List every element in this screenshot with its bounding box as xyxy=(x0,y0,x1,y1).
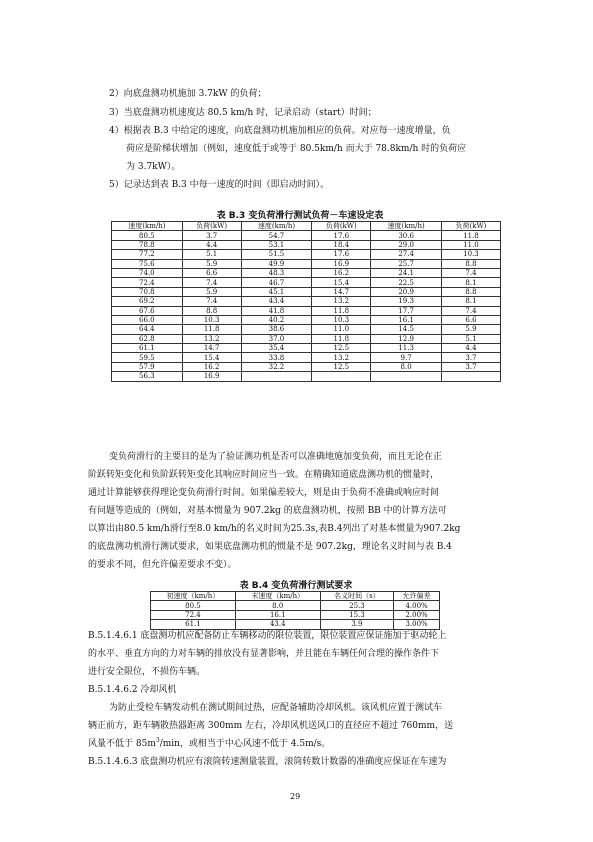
table-b3-cell: 9.7 xyxy=(371,353,442,362)
table-b3-cell: 32.2 xyxy=(241,362,312,371)
table-b3-header-cell: 速度(km/h) xyxy=(241,222,312,231)
table-b3-cell: 15.4 xyxy=(182,353,241,362)
table-b3-row xyxy=(112,287,501,296)
section-b51462-heading: B.5.1.4.6.2 冷却风机 xyxy=(88,685,177,695)
b51461-line-3: 进行安全限位，不损伤车辆。 xyxy=(88,667,206,677)
table-b3-cell: 3.7 xyxy=(441,353,500,362)
table-b3-row xyxy=(112,297,501,306)
table-b4-cell: 15.3 xyxy=(320,610,394,619)
step-4: 4）根据表 B.3 中给定的速度，向底盘测功机施加相应的负荷。对应每一速度增量，负 xyxy=(109,126,451,136)
table-b3-cell: 38.6 xyxy=(241,325,312,334)
table-b3-cell: 66.0 xyxy=(112,315,183,324)
b51461-line-2: 的水平、垂直方向的力对车辆的排放没有显著影响，并且能在车辆任何合理的操作条件下 xyxy=(88,649,440,659)
table-b3-row xyxy=(112,268,501,277)
table-b3-row xyxy=(112,353,501,362)
table-b3-cell: 69.2 xyxy=(112,297,183,306)
table-b3-cell: 18.4 xyxy=(312,240,371,249)
table-b3-cell: 10.3 xyxy=(182,315,241,324)
table-b3-cell: 16.1 xyxy=(371,315,442,324)
table-b3-row xyxy=(112,325,501,334)
table-b3-cell: 7.4 xyxy=(441,306,500,315)
table-b4-cell: 61.1 xyxy=(151,620,236,629)
table-b3-cell: 78.8 xyxy=(112,240,183,249)
b51462-line-3 xyxy=(88,738,330,750)
b51462-line-1: 为防止受检车辆发动机在测试期间过热，应配备辅助冷却风机。该风机应置于测试车 xyxy=(109,703,443,713)
table-b3-cell: 8.1 xyxy=(441,278,500,287)
table-b3-cell: 33.8 xyxy=(241,353,312,362)
table-b3-cell: 4.4 xyxy=(441,344,500,353)
table-b3-cell: 70.8 xyxy=(112,287,183,296)
table-b3-cell: 46.7 xyxy=(241,278,312,287)
table-b3-cell: 3.7 xyxy=(441,362,500,371)
b51462-line-3b: /min，或相当于中心风速不低于 4.5m/s。 xyxy=(159,739,331,749)
table-b3-cell: 35.4 xyxy=(241,344,312,353)
table-b3-cell: 6.6 xyxy=(182,268,241,277)
table-b3-cell: 24.1 xyxy=(371,268,442,277)
table-b3-row xyxy=(112,334,501,343)
table-b3-header-cell: 负荷(kW) xyxy=(312,222,371,231)
para1-line-6: 的底盘测功机滑行测试要求，如果底盘测功机的惯量不是 907.2kg，理论名义时间与表 B.4 xyxy=(88,542,452,552)
table-b4-header-cell: 名义时间（s） xyxy=(320,592,394,601)
table-b4-header-cell: 初速度（km/h） xyxy=(151,592,236,601)
table-b3-cell: 75.6 xyxy=(112,259,183,268)
table-b3-cell: 3.7 xyxy=(182,231,241,240)
table-b3-cell: 77.2 xyxy=(112,250,183,259)
table-b4-cell: 2.00% xyxy=(394,610,440,619)
table-b3-cell: 11.8 xyxy=(312,306,371,315)
table-b3-cell: 17.7 xyxy=(371,306,442,315)
table-b3-cell: 20.9 xyxy=(371,287,442,296)
table-b3-cell: 67.6 xyxy=(112,306,183,315)
table-b4-header-cell: 允许偏差 xyxy=(394,592,440,601)
table-b3-cell: 10.3 xyxy=(441,250,500,259)
table-b3-header-cell: 负荷(kW) xyxy=(182,222,241,231)
para1-line-1: 变负荷滑行的主要目的是为了验证测功机是否可以准确地施加变负荷，而且无论在正 xyxy=(109,452,443,462)
step-2: 2）向底盘测功机施加 3.7kW 的负荷； xyxy=(109,89,267,99)
table-b4-cell: 25.3 xyxy=(320,601,394,610)
table-b3-cell: 8.8 xyxy=(441,259,500,268)
table-b3-cell: 45.1 xyxy=(241,287,312,296)
table-b3-cell: 13.2 xyxy=(312,353,371,362)
section-b51463: B.5.1.4.6.3 底盘测功机应有滚筒转速测量装置，滚筒转数计数器的准确度应保证在车速为 xyxy=(88,757,447,767)
table-b3-cell: 56.3 xyxy=(112,372,183,381)
table-b3-cell: 4.4 xyxy=(182,240,241,249)
table-b3-cell: 14.7 xyxy=(182,344,241,353)
table-b3-cell: 22.5 xyxy=(371,278,442,287)
table-b3-header-cell: 速度(km/h) xyxy=(371,222,442,231)
table-b4-title: 表 B.4 变负荷滑行测试要求 xyxy=(239,581,353,591)
table-b3-cell: 17.6 xyxy=(312,231,371,240)
table-b3-cell: 5.9 xyxy=(441,325,500,334)
table-b3-cell xyxy=(312,372,371,381)
table-b3-cell: 10.3 xyxy=(312,315,371,324)
table-b4-cell: 16.1 xyxy=(235,610,320,619)
table-b4-cell: 3.9 xyxy=(320,620,394,629)
table-b4-cell: 3.00% xyxy=(394,620,440,629)
table-b3-cell: 19.3 xyxy=(371,297,442,306)
b51462-line-3a: 风量不低于 85m xyxy=(88,739,156,749)
table-b3-cell: 40.2 xyxy=(241,315,312,324)
step-5: 5）记录达到表 B.3 中每一速度的时间（即启动时间）。 xyxy=(109,180,330,190)
para1-line-4: 有问题等造成的（例如，对基本惯量为 907.2kg 的底盘测功机，按照 BB 中的计算方法可 xyxy=(88,506,447,516)
table-b3-cell: 11.0 xyxy=(312,325,371,334)
b51461-line-1: B.5.1.4.6.1 底盘测功机应配备防止车辆移动的限位装置，限位装置应保证施加于驱动轮上 xyxy=(88,631,447,641)
table-b3-cell: 37.0 xyxy=(241,334,312,343)
step-4-cont-1: 荷应是阶梯状增加（例如，速度低于或等于 80.5km/h 而大于 78.8km/h 时的负荷应 xyxy=(126,144,467,154)
table-b3-cell: 25.7 xyxy=(371,259,442,268)
para1-line-5: 以算出由80.5 km/h滑行至8.0 km/h的名义时间为25.3s,表B.4列出了对基本惯量为907.2kg xyxy=(88,524,461,534)
para1-line-3: 通过计算能够获得理论变负荷滑行时间。如果偏差较大，则是由于负荷不准确或响应时间 xyxy=(88,488,440,498)
para1-line-2: 阶跃转矩变化和负阶跃转矩变化其响应时间应当一致。在精确知道底盘测功机的惯量时， xyxy=(88,470,440,480)
table-b3-cell: 8.1 xyxy=(441,297,500,306)
table-b3-row xyxy=(112,240,501,249)
table-b3-row xyxy=(112,344,501,353)
table-b3-row xyxy=(112,372,501,381)
table-b3-cell: 53.1 xyxy=(241,240,312,249)
table-b3-row xyxy=(112,306,501,315)
table-b3-cell: 13.2 xyxy=(182,334,241,343)
table-b3-cell: 27.4 xyxy=(371,250,442,259)
table-b3-cell: 16.2 xyxy=(312,268,371,277)
page-number: 29 xyxy=(290,792,301,801)
table-b3-cell: 12.9 xyxy=(371,334,442,343)
table-b3-cell: 72.4 xyxy=(112,278,183,287)
table-b3-header-cell: 速度(km/h) xyxy=(112,222,183,231)
table-b3-cell: 5.1 xyxy=(441,334,500,343)
table-b3-cell: 43.4 xyxy=(241,297,312,306)
table-b3-cell: 7.4 xyxy=(441,268,500,277)
table-b4-cell: 43.4 xyxy=(235,620,320,629)
table-b3-cell xyxy=(441,372,500,381)
cubic-superscript: 3 xyxy=(155,737,160,744)
table-b3-cell: 5.9 xyxy=(182,287,241,296)
table-b3-cell: 8.8 xyxy=(182,306,241,315)
table-b3-cell: 11.8 xyxy=(312,334,371,343)
table-b3-cell: 59.5 xyxy=(112,353,183,362)
para1-line-7: 的要求不同，但允许偏差要求不变）。 xyxy=(88,560,237,570)
table-b4-row xyxy=(151,610,440,619)
table-b4 xyxy=(150,591,440,630)
table-b3-cell: 57.9 xyxy=(112,362,183,371)
table-b3-cell: 7.4 xyxy=(182,278,241,287)
table-b3-cell: 16.9 xyxy=(182,372,241,381)
table-b4-cell: 4.00% xyxy=(394,601,440,610)
table-b3-cell: 80.5 xyxy=(112,231,183,240)
table-b3-cell: 54.7 xyxy=(241,231,312,240)
table-b3-cell: 11.0 xyxy=(441,240,500,249)
table-b3-cell: 29.0 xyxy=(371,240,442,249)
table-b3-cell: 48.3 xyxy=(241,268,312,277)
table-b3-cell: 12.5 xyxy=(312,344,371,353)
table-b3-cell xyxy=(371,372,442,381)
table-b3-cell: 11.3 xyxy=(371,344,442,353)
table-b3-cell: 64.4 xyxy=(112,325,183,334)
table-b3-cell: 16.2 xyxy=(182,362,241,371)
table-b4-header-cell: 末速度（km/h） xyxy=(235,592,320,601)
table-b3-row xyxy=(112,250,501,259)
table-b3-cell: 5.9 xyxy=(182,259,241,268)
table-b3-cell: 14.5 xyxy=(371,325,442,334)
table-b3-cell: 13.2 xyxy=(312,297,371,306)
table-b3-cell: 6.6 xyxy=(441,315,500,324)
table-b3-cell: 30.6 xyxy=(371,231,442,240)
table-b3-row xyxy=(112,315,501,324)
table-b3-cell: 41.8 xyxy=(241,306,312,315)
table-b3-row xyxy=(112,259,501,268)
table-b3-cell: 7.4 xyxy=(182,297,241,306)
b51462-line-2: 辆正前方，距车辆散热器距离 300mm 左右，冷却风机送风口的直径应不超过 760mm，送 xyxy=(88,721,454,731)
table-b3-cell: 8.8 xyxy=(441,287,500,296)
table-b3-cell: 62.8 xyxy=(112,334,183,343)
table-b3 xyxy=(111,221,501,382)
table-b3-row xyxy=(112,231,501,240)
table-b3-cell: 49.9 xyxy=(241,259,312,268)
table-b4-row xyxy=(151,601,440,610)
table-b3-cell: 11.8 xyxy=(441,231,500,240)
table-b3-header-cell: 负荷(kW) xyxy=(441,222,500,231)
table-b3-cell: 5.1 xyxy=(182,250,241,259)
step-3: 3）当底盘测功机速度达 80.5 km/h 时，记录启动（start）时间； xyxy=(109,108,377,118)
table-b3-cell: 8.0 xyxy=(371,362,442,371)
table-b3-title: 表 B.3 变负荷滑行测试负荷－车速设定表 xyxy=(216,211,384,221)
table-b3-cell: 51.5 xyxy=(241,250,312,259)
table-b3-cell: 61.1 xyxy=(112,344,183,353)
table-b3-row xyxy=(112,278,501,287)
table-b4-row xyxy=(151,620,440,629)
table-b3-cell: 74.0 xyxy=(112,268,183,277)
table-b3-cell: 14.7 xyxy=(312,287,371,296)
table-b3-cell: 17.6 xyxy=(312,250,371,259)
table-b3-cell: 16.9 xyxy=(312,259,371,268)
step-4-cont-2: 为 3.7kW）。 xyxy=(126,162,181,172)
table-b3-cell: 11.8 xyxy=(182,325,241,334)
table-b4-cell: 8.0 xyxy=(235,601,320,610)
table-b3-cell: 12.5 xyxy=(312,362,371,371)
table-b4-cell: 72.4 xyxy=(151,610,236,619)
table-b3-cell: 15.4 xyxy=(312,278,371,287)
table-b4-cell: 80.5 xyxy=(151,601,236,610)
table-b3-cell xyxy=(241,372,312,381)
table-b3-row xyxy=(112,362,501,371)
